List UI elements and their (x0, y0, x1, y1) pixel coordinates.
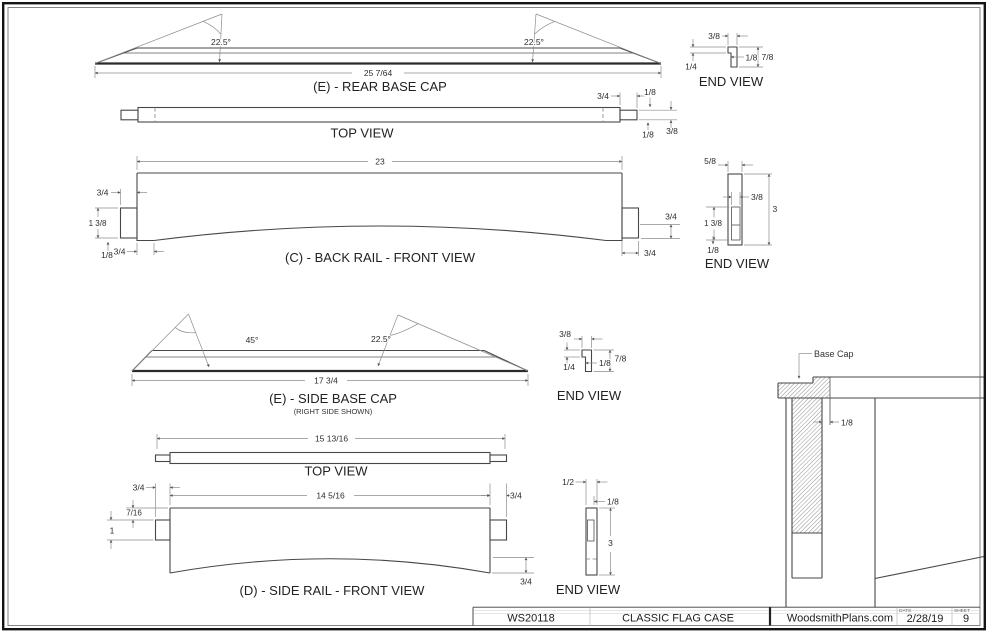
dim-tenon-length: 3/4 (597, 91, 609, 101)
view-rear-base-cap (95, 14, 661, 94)
view-rear-top (121, 87, 678, 141)
dim-width: 3/8 (708, 31, 720, 41)
rear-top-dims (611, 93, 677, 131)
dim-width: 5/8 (704, 156, 716, 166)
dim-width: 3/8 (559, 329, 571, 339)
dim-tenon-height: 1 3/8 (88, 219, 107, 228)
sheet-number: 9 (962, 613, 970, 625)
side-top-outline (156, 453, 507, 464)
dim-tenon-width: 3/8 (666, 126, 678, 136)
dim-tenon-height: 1 (109, 525, 115, 536)
dim-offset-bottom: 1/8 (642, 129, 654, 140)
view-base-cap-detail (778, 349, 984, 607)
view-back-rail-end (704, 156, 777, 271)
view-side-rail-end (556, 477, 621, 597)
dim-angle-left: 22.5° (211, 37, 231, 47)
dim-length: 14 5/16 (316, 490, 345, 501)
title-block (473, 607, 980, 625)
side-rail-end-dims (576, 479, 616, 575)
detail-outline (778, 377, 984, 607)
dim-length: 23 (375, 156, 385, 167)
view-title: END VIEW (704, 256, 770, 271)
side-base-cap-outline (132, 351, 528, 372)
dim-height: 3 (608, 538, 613, 548)
rear-top-outline (121, 108, 637, 123)
view-side-base-cap (132, 314, 528, 416)
back-rail-dims (95, 156, 680, 256)
dim-notch: 1/8 (745, 52, 758, 63)
plan-title: CLASSIC FLAG CASE (622, 612, 734, 625)
dim-height: 7/8 (614, 353, 627, 364)
side-rail-outline (156, 508, 507, 573)
dim-height: 7/8 (761, 52, 774, 62)
dim-right-height: 3/4 (665, 211, 677, 222)
dim-notch: 1/8 (599, 358, 611, 368)
dim-bottom: 1/8 (707, 245, 719, 255)
view-title: END VIEW (556, 388, 622, 403)
dim-angle-left: 45° (245, 335, 259, 345)
view-side-cap-end (557, 329, 627, 403)
view-title: END VIEW (555, 582, 621, 597)
rear-base-cap-outline (95, 48, 661, 64)
dim-tenon-left: 3/4 (132, 482, 145, 493)
view-title: (D) - SIDE RAIL - FRONT VIEW (239, 583, 425, 598)
dim-offset-top: 1/8 (644, 87, 656, 97)
view-rear-cap-end (685, 31, 774, 89)
dim-bottom-right: 3/4 (520, 576, 532, 587)
dim-lip: 1/4 (563, 362, 575, 372)
dim-length: 25 7/64 (363, 68, 393, 78)
dim-lip: 1/4 (685, 61, 697, 72)
view-title: (E) - REAR BASE CAP (313, 79, 447, 94)
dim-arc-offset: 1/8 (101, 250, 113, 260)
dim-flat-left: 3/4 (113, 246, 126, 257)
dim-tenon-length: 3/4 (96, 187, 109, 198)
view-side-top (156, 434, 507, 479)
back-rail-outline (121, 173, 639, 241)
sheet-label: SHEET (954, 608, 970, 614)
dim-height: 3 (772, 204, 778, 214)
sheet-border (3, 3, 985, 629)
view-back-rail (89, 156, 680, 265)
base-cap-callout: Base Cap (814, 349, 854, 359)
dim-tenon-right: 3/4 (510, 490, 522, 501)
dim-tenon-bottom: 3/4 (644, 248, 656, 258)
dim-width: 1/2 (562, 477, 574, 487)
dim-length: 15 13/16 (314, 433, 349, 444)
dim-shoulder: 7/16 (126, 508, 142, 518)
view-subtitle: (RIGHT SIDE SHOWN) (293, 407, 373, 416)
dim-groove: 3/8 (751, 192, 763, 202)
view-title: (E) - SIDE BASE CAP (269, 391, 397, 406)
dim-reveal: 1/8 (841, 417, 853, 428)
date-value: 2/28/19 (906, 613, 944, 625)
side-rail-end-profile (586, 508, 597, 575)
view-title: (C) - BACK RAIL - FRONT VIEW (285, 250, 475, 265)
side-cap-profile (582, 350, 592, 372)
dim-length: 17 3/4 (314, 375, 338, 386)
back-rail-mortise (732, 207, 741, 240)
dim-angle-right: 22.5° (524, 37, 544, 47)
view-title: TOP VIEW (330, 125, 394, 141)
view-title: END VIEW (698, 74, 764, 89)
plan-number: WS20118 (507, 612, 555, 625)
date-label: DATE (899, 608, 912, 614)
dim-mortise: 1 3/8 (704, 219, 722, 228)
view-side-rail (107, 483, 534, 599)
publisher: WoodsmithPlans.com (786, 612, 894, 625)
dim-angle-right: 22.5° (371, 334, 391, 344)
view-title: TOP VIEW (304, 463, 368, 479)
side-rail-groove (588, 520, 595, 541)
dim-wall: 1/8 (607, 496, 619, 507)
